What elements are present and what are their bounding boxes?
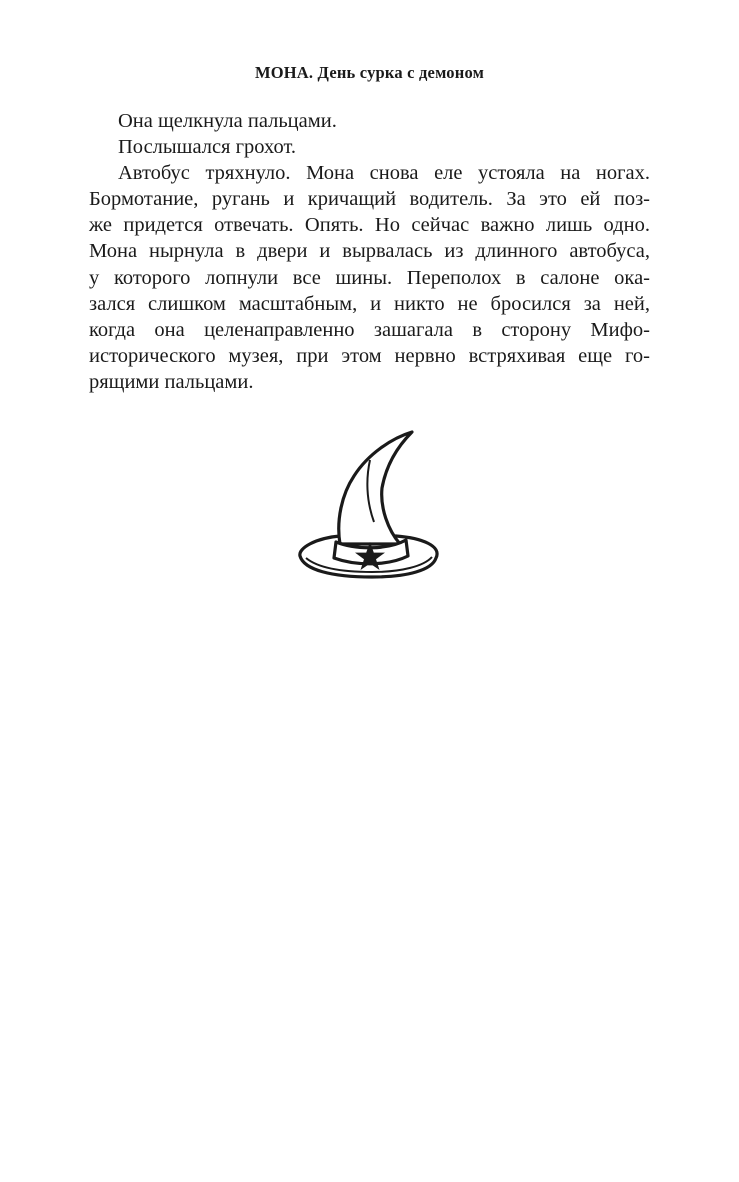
text-line: у которого лопнули все шины. Переполох в салоне ока- — [89, 266, 650, 289]
text-line: Послышался грохот. — [118, 136, 297, 159]
text-line: же придется отвечать. Опять. Но сейчас важно лишь одно. — [89, 214, 650, 237]
text-line: Автобус тряхнуло. Мона снова еле устояла на ногах. — [118, 162, 650, 185]
text-line: Мона нырнула в двери и вырвалась из длинного автобуса, — [89, 240, 650, 263]
body-text — [89, 108, 650, 395]
text-line: исторического музея, при этом нервно встряхивая еще го- — [89, 344, 650, 367]
text-line: зался слишком масштабным, и никто не бросился за ней, — [89, 292, 650, 315]
text-line: Бормотание, ругань и кричащий водитель. За это ей поз- — [89, 188, 650, 211]
witch-hat-icon — [296, 430, 441, 582]
running-head: МОНА. День сурка с демоном — [254, 63, 485, 82]
text-line: когда она целенаправленно зашагала в сторону Мифо- — [89, 318, 650, 341]
text-line: Она щелкнула пальцами. — [118, 110, 337, 132]
text-line: рящими пальцами. — [89, 370, 254, 393]
